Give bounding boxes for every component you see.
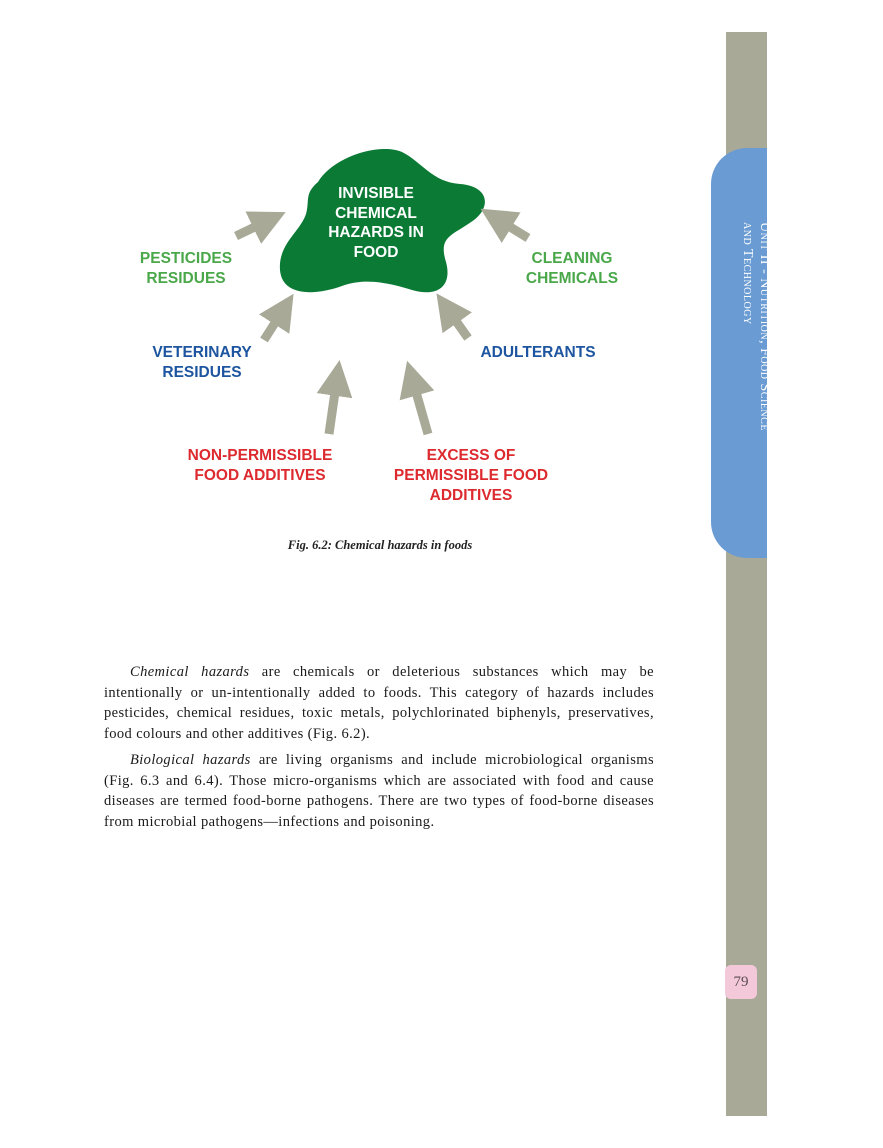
paragraph-chemical-hazards <box>104 662 654 744</box>
arrow-veterinary <box>264 315 280 340</box>
label-non-permissible-additives: NON-PERMISSIBLE FOOD ADDITIVES <box>187 447 333 484</box>
label-cleaning-chemicals: CLEANING CHEMICALS <box>525 250 619 287</box>
term-chemical-hazards: Chemical hazards <box>130 664 250 680</box>
body-text <box>104 662 654 838</box>
arrow-adulterants <box>451 314 468 338</box>
center-label: INVISIBLE CHEMICAL HAZARDS IN FOOD <box>328 185 424 261</box>
paragraph-text: are chemicals or deleterious substances which may be intentionally or un-intentionally added to foods. This category of hazards includes pesticides, chemical residues, toxic metals, polychlorinated biphenyls, preservatives, food colours and other additives (Fig. 6.2). <box>104 664 654 742</box>
page-number: 79 <box>725 965 757 999</box>
unit-title: Unit II - Nutrition, Food Science and Technology <box>740 222 772 431</box>
label-veterinary-residues: VETERINARY RESIDUES <box>152 344 252 381</box>
label-adulterants: ADULTERANTS <box>480 344 596 361</box>
label-pesticides-residues: PESTICIDES RESIDUES <box>139 250 233 287</box>
arrow-excess <box>414 385 428 434</box>
arrow-pesticides <box>236 223 263 236</box>
label-excess-permissible-additives: EXCESS OF PERMISSIBLE FOOD ADDITIVES <box>393 447 549 504</box>
paragraph-biological-hazards <box>104 750 654 832</box>
arrow-non-permissible <box>329 385 336 434</box>
arrow-cleaning <box>502 222 528 238</box>
term-biological-hazards: Biological hazards <box>130 752 251 768</box>
chemical-hazards-diagram <box>0 0 700 560</box>
figure-caption: Fig. 6.2: Chemical hazards in foods <box>287 538 473 552</box>
paragraph-text: are living organisms and include microbiological organisms (Fig. 6.3 and 6.4). Those micro-organisms which are associated with food and cause diseases are termed food-borne pathogens. There are two types of food-borne diseases from microbial pathogens—infections and poisoning. <box>104 752 654 830</box>
